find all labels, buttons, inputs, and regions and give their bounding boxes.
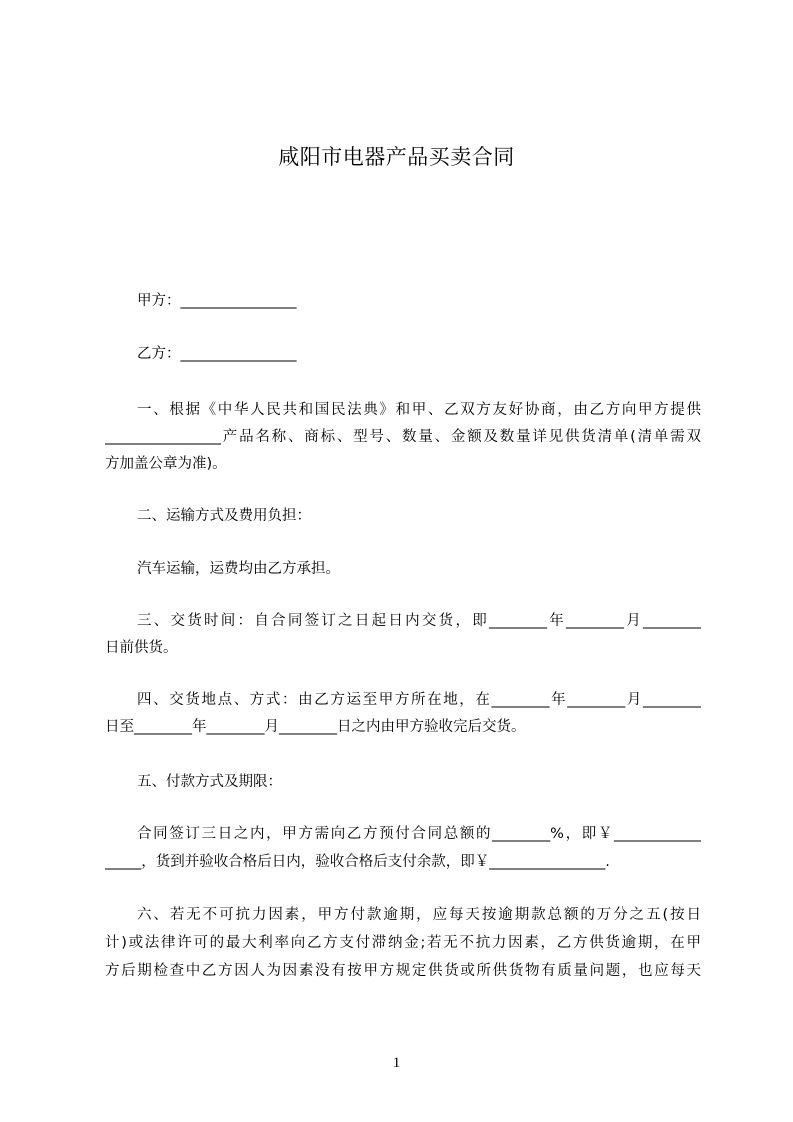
section-6-line-2: 计)或法律许可的最大利率向乙方支付滞纳金;若无不抗力因素，乙方供货逾期，在甲 (105, 935, 701, 951)
section-2-body: 汽车运输，运费均由乙方承担。 (137, 561, 340, 577)
party-b-line: 乙方：________________ (137, 346, 297, 362)
section-2-heading: 二、运输方式及费用负担： (137, 508, 311, 524)
section-5-heading: 五、付款方式及期限： (137, 774, 282, 790)
section-6-line-1: 六、若无不可抗力因素，甲方付款逾期，应每天按逾期款总额的万分之五(按日 (137, 907, 701, 923)
section-3-line-1: 三、交货时间：自合同签订之日起日内交货，即________年________月________ (137, 613, 701, 629)
section-1-line-1: 一、根据《中华人民共和国民法典》和甲、乙双方友好协商，由乙方向甲方提供 (137, 402, 701, 418)
section-3-line-2: 日前供货。 (105, 640, 178, 656)
party-a-line: 甲方：________________ (137, 293, 297, 309)
section-6-line-3: 方后期检查中乙方因人为因素没有按甲方规定供货或所供货物有质量问题，也应每天 (105, 963, 701, 979)
document-title: 咸阳市电器产品买卖合同 (278, 145, 515, 169)
section-1-line-2: ________________产品名称、商标、型号、数量、金额及数量详见供货清单(清单需双 (105, 429, 701, 445)
section-1-line-3: 方加盖公章为准)。 (105, 456, 227, 472)
page-number: 1 (392, 1055, 401, 1071)
section-5-line-2: _____，货到并验收合格后日内，验收合格后支付余款，即￥________________. (105, 854, 610, 870)
section-4-line-2: 日至________年________月________日之内由甲方验收完后交货。 (105, 719, 526, 735)
section-4-line-1: 四、交货地点、方式：由乙方运至甲方所在地，在________年________月________ (137, 692, 701, 708)
section-5-line-1: 合同签订三日之内，甲方需向乙方预付合同总额的________%，即￥____________ (137, 826, 701, 842)
